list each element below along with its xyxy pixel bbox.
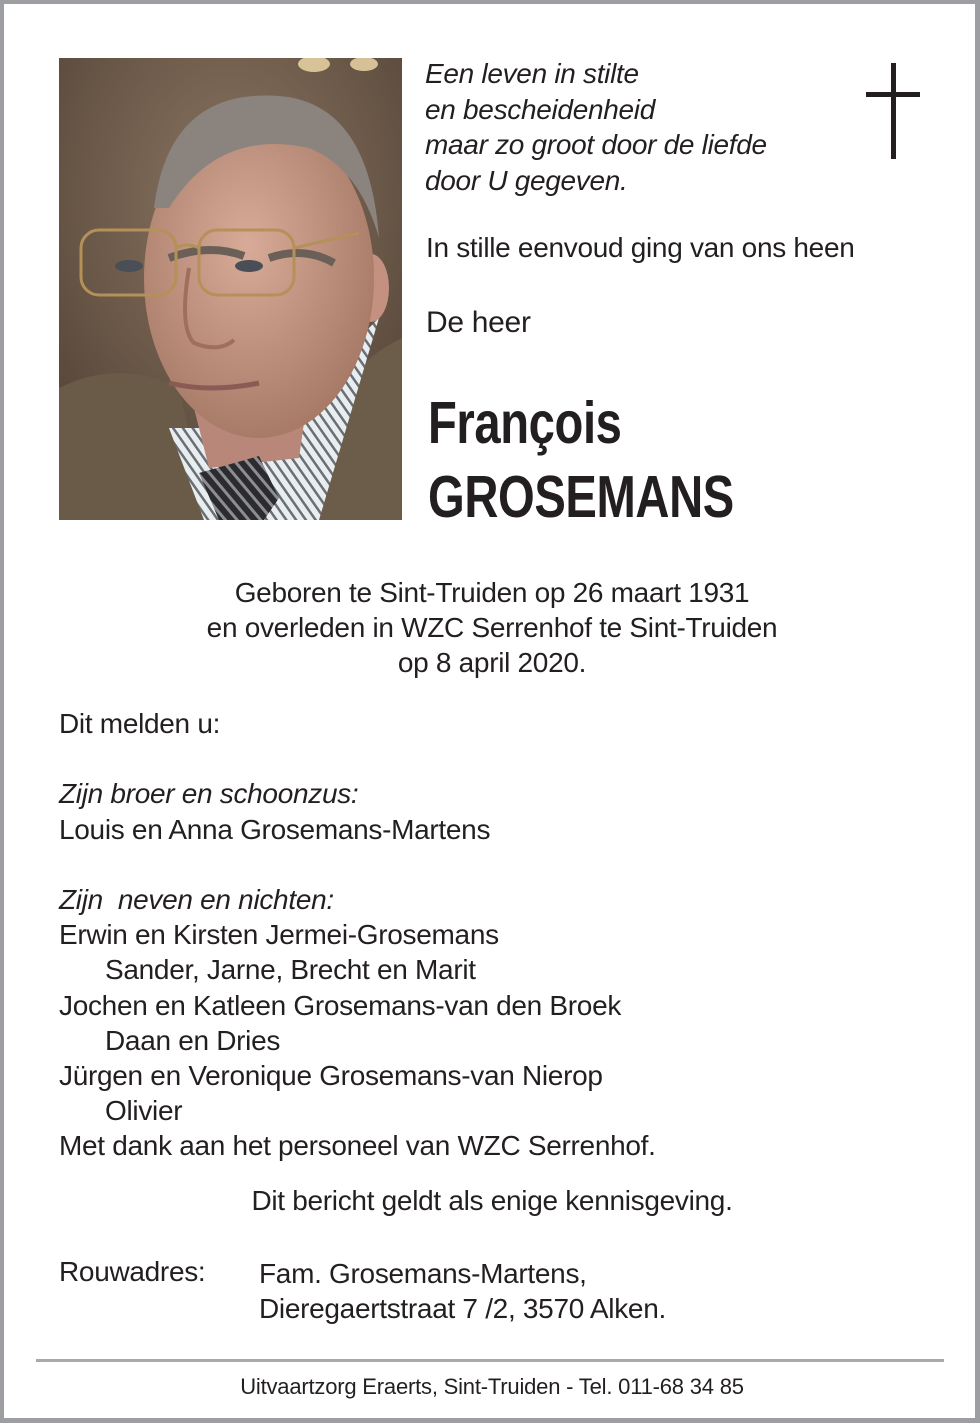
family-entry: Jochen en Katleen Grosemans-van den Broek (59, 989, 622, 1021)
last-name: GROSEMANS (428, 464, 734, 530)
announcers (59, 706, 656, 1163)
address-label: Rouwadres: (59, 1256, 206, 1287)
portrait-photo (59, 58, 402, 520)
dates-line: op 8 april 2020. (397, 647, 587, 678)
address (259, 1256, 666, 1326)
family-entry: Erwin en Kirsten Jermei-Grosemans (59, 919, 499, 951)
family-entry-children: Sander, Jarne, Brecht en Marit (105, 954, 476, 986)
dates-line: en overleden in WZC Serrenhof te Sint-Truiden (206, 612, 778, 643)
dates-line: Geboren te Sint-Truiden op 26 maart 1931 (234, 577, 750, 608)
poem (425, 56, 767, 198)
poem-line: maar zo groot door de liefde (425, 129, 767, 160)
funeral-home-footer: Uitvaartzorg Eraerts, Sint-Truiden - Tel. 011-68 34 85 (240, 1374, 744, 1399)
intro-text: In stille eenvoud ging van ons heen (426, 232, 855, 263)
address-line: Dieregaertstraat 7 /2, 3570 Alken. (259, 1293, 666, 1324)
divider (36, 1359, 944, 1362)
honorific: De heer (426, 306, 531, 339)
cross-icon (864, 63, 924, 163)
family-entry-children: Daan en Dries (105, 1024, 281, 1056)
family-entry-children: Olivier (105, 1095, 183, 1127)
family-entry: Louis en Anna Grosemans-Martens (59, 813, 491, 845)
poem-line: en bescheidenheid (425, 93, 655, 125)
poem-line: Een leven in stilte (425, 58, 639, 89)
announcers-heading: Dit melden u: (59, 708, 221, 739)
group-label: Zijn neven en nichten: (59, 883, 334, 915)
address-line: Fam. Grosemans-Martens, (259, 1258, 587, 1289)
first-name: François (428, 390, 622, 456)
birth-death-info (4, 575, 980, 680)
group-label: Zijn broer en schoonzus: (59, 778, 359, 810)
deceased-name (428, 386, 734, 534)
thanks-text: Met dank aan het personeel van WZC Serrenhof. (59, 1130, 656, 1162)
notice-text: Dit bericht geldt als enige kennisgeving. (251, 1185, 733, 1216)
family-entry: Jürgen en Veronique Grosemans-van Nierop (59, 1059, 603, 1091)
poem-line: door U gegeven. (425, 164, 628, 196)
